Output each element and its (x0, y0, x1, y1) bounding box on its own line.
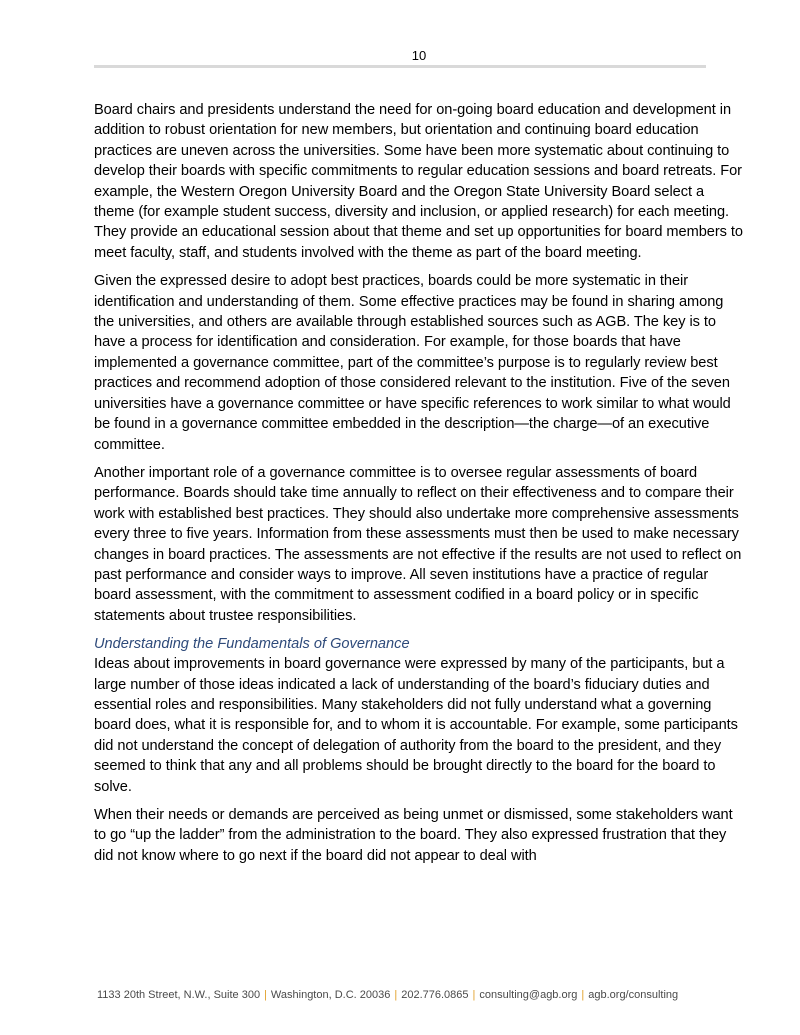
footer-separator: | (581, 989, 585, 1001)
paragraph-best-practices: Given the expressed desire to adopt best practices, boards could be more systematic in their identification and understanding of them. Some effective practices may be found in sharing among the universities, and others are available through established sources such as AGB. The key is to have a process for identification and consideration. For example, for those boards that have implemented a governance committee, part of the committee’s purpose is to regularly review best practices and recommend adoption of those considered relevant to the institution. Five of the seven universities have a governance committee or have specific references to work similar to what would be found in a governance committee embedded in the description—the charge—of an executive committee. (94, 273, 731, 453)
paragraph-board-education: Board chairs and presidents understand the need for on-going board education and development in addition to robust orientation for new members, but orientation and continuing board education practices are uneven across the universities. Some have been more systematic about continuing to develop their boards with specific commitments to regular education sessions and board retreats. For example, the Western Oregon University Board and the Oregon State University Board select a theme (for example student success, diversity and inclusion, or applied research) for each meeting. They provide an educational session about that theme and set up opportunities for board members to meet faculty, staff, and students involved with the theme as part of the board meeting. (94, 102, 743, 261)
paragraph-governance-understanding: Ideas about improvements in board governance were expressed by many of the participants, but a large number of those ideas indicated a lack of understanding of the board’s fiduciary duties and essential roles and responsibilities. Many stakeholders did not fully understand what a governing board does, what it is responsible for, and to whom it is accountable. For example, some participants did not understand the concept of delegation of authority from the board to the president, and they seemed to think that any and all problems should be brought directly to the board for the board to solve. (94, 656, 738, 795)
footer-separator: | (264, 989, 267, 1001)
document-body (94, 100, 746, 874)
paragraph-stakeholder-frustration: When their needs or demands are perceived as being unmet or dismissed, some stakeholders want to go “up the ladder” from the administration to the board. They also expressed frustration that they did not know where to go next if the board did not appear to deal with (94, 807, 733, 864)
footer-website[interactable]: agb.org/consulting (588, 989, 679, 1001)
page-number: 10 (411, 48, 427, 63)
section-heading: Understanding the Fundamentals of Governance (94, 636, 410, 653)
footer-separator: | (394, 989, 398, 1001)
footer-email[interactable]: consulting@agb.org (479, 989, 578, 1001)
footer-city: Washington, D.C. 20036 (270, 989, 391, 1001)
header-rule (94, 65, 706, 68)
footer-separator: | (472, 989, 476, 1001)
paragraph-board-assessment: Another important role of a governance committee is to oversee regular assessments of board performance. Boards should take time annually to reflect on their effectiveness and to compare their work with established best practices. They should also undertake more comprehensive assessments every three to five years. Information from these assessments must then be used to make necessary changes in board practices. The assessments are not effective if the results are not used to reflect on past performance and consider ways to improve. All seven institutions have a practice of regular board assessment, with the commitment to assessment codified in a board policy or in specific statements about trustee responsibilities. (94, 464, 742, 624)
footer-phone: 202.776.0865 (401, 989, 469, 1001)
footer-address: 1133 20th Street, N.W., Suite 300 (97, 989, 261, 1001)
footer-contact (97, 989, 717, 1001)
